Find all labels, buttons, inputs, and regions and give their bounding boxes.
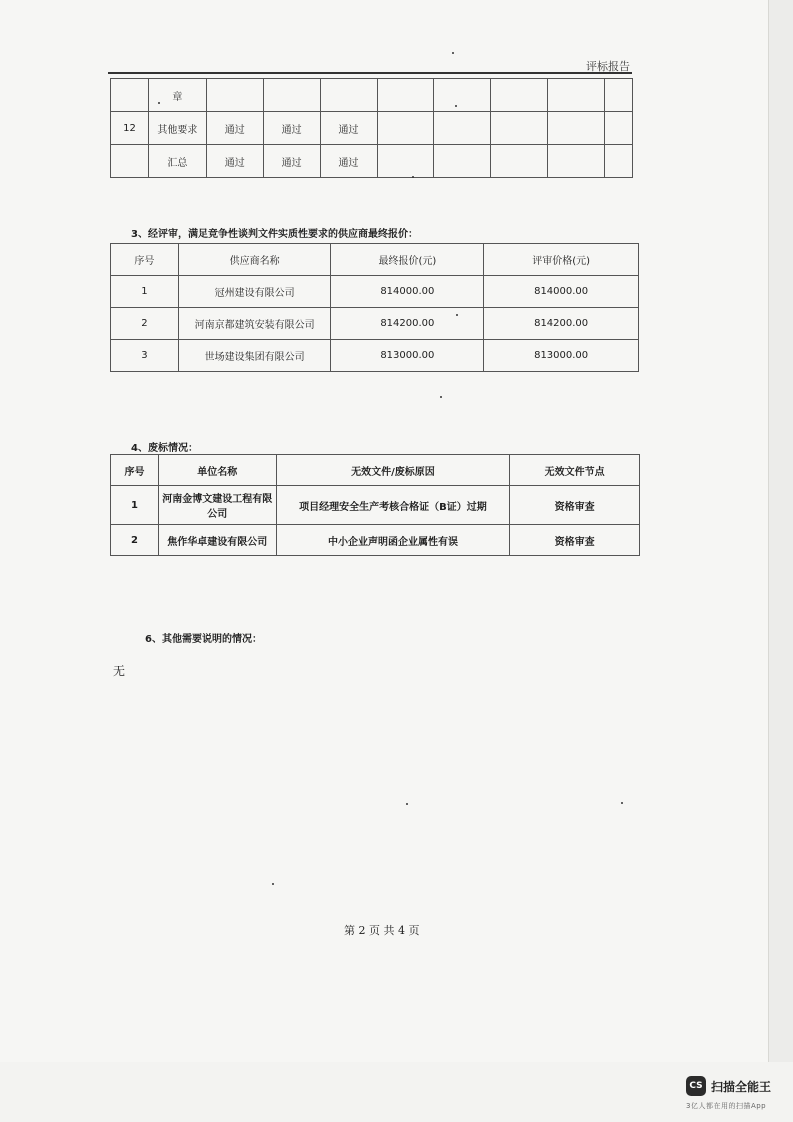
table-row bbox=[111, 79, 633, 112]
scan-speck bbox=[158, 102, 160, 104]
scan-speck bbox=[452, 52, 454, 54]
table-row: 1 河南金博文建设工程有限公司 项目经理安全生产考核合格证（B证）过期 资格审查 bbox=[111, 486, 640, 525]
table-row: 2 焦作华卓建设有限公司 中小企业声明函企业属性有误 资格审查 bbox=[111, 525, 640, 556]
row-no bbox=[111, 145, 149, 178]
section-6-content: 无 bbox=[113, 664, 126, 678]
camscanner-logo-icon: CS bbox=[686, 1076, 706, 1096]
table-row: 1 冠州建设有限公司 814000.00 814000.00 bbox=[111, 276, 639, 308]
table-row: 3 世场建设集团有限公司 813000.00 813000.00 bbox=[111, 340, 639, 372]
section-6-title: 6、其他需要说明的情况： bbox=[145, 634, 262, 645]
header-title: 评标报告 bbox=[586, 60, 630, 73]
final-quote-table bbox=[110, 243, 639, 372]
section-4-title: 4、废标情况： bbox=[131, 443, 198, 454]
page-number: 第 2 页 共 4 页 bbox=[344, 924, 420, 937]
table-header-row: 序号 供应商名称 最终报价(元) 评审价格(元) bbox=[111, 244, 639, 276]
watermark-app-name: 扫描全能王 bbox=[711, 1079, 772, 1094]
table-row: 2 河南京都建筑安装有限公司 814200.00 814200.00 bbox=[111, 308, 639, 340]
row-item: 其他要求 bbox=[148, 112, 206, 145]
scan-speck bbox=[621, 802, 623, 804]
evaluation-table-continued bbox=[110, 78, 633, 178]
table-row: 汇总 通过 通过 通过 bbox=[111, 145, 633, 178]
scanner-watermark bbox=[686, 1076, 771, 1096]
scan-speck bbox=[440, 396, 442, 398]
scan-speck bbox=[272, 883, 274, 885]
table-header-row: 序号 单位名称 无效文件/废标原因 无效文件节点 bbox=[111, 455, 640, 486]
section-3-title: 3、经评审，满足竞争性谈判文件实质性要求的供应商最终报价： bbox=[131, 229, 418, 240]
row-item: 汇总 bbox=[148, 145, 206, 178]
row-no: 12 bbox=[111, 112, 149, 145]
scan-speck bbox=[455, 105, 457, 107]
scan-speck bbox=[412, 176, 414, 178]
header-rule bbox=[108, 72, 632, 74]
scan-speck bbox=[456, 314, 458, 316]
invalid-bid-table bbox=[110, 454, 640, 556]
row-item: 章 bbox=[148, 79, 206, 112]
page-edge bbox=[768, 0, 793, 1062]
table-row: 12 其他要求 通过 通过 通过 bbox=[111, 112, 633, 145]
scan-speck bbox=[406, 803, 408, 805]
row-no bbox=[111, 79, 149, 112]
watermark-tagline: 3亿人都在用的扫描App bbox=[686, 1102, 767, 1110]
